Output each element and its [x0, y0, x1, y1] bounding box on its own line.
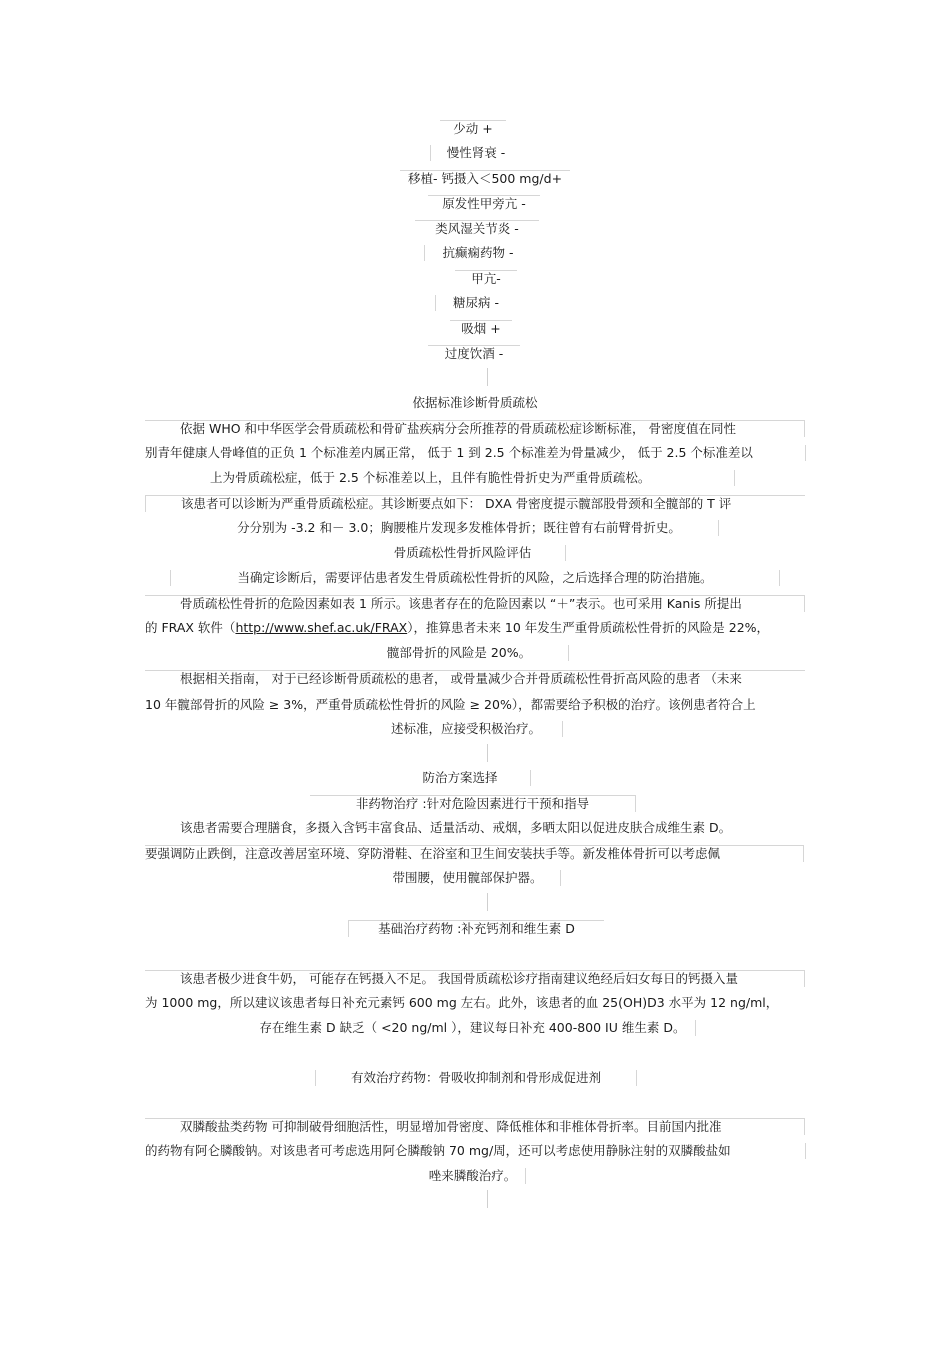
risk-factor-sign: -: [498, 346, 504, 361]
flow-connector: [487, 744, 488, 762]
risk-factor-name: 抗癫痫药物: [442, 245, 505, 260]
risk-p3-line1: 根据相关指南， 对于已经诊断骨质疏松的患者， 或骨量减少合并骨质疏松性骨折高风险的患者 （未来: [145, 670, 805, 687]
basic-drug-line1: 该患者极少进食牛奶， 可能存在钙摄入不足。 我国骨质疏松诊疗指南建议绝经后妇女每日的钙摄入量: [145, 970, 805, 987]
non-drug-line2: 要强调防止跌倒，注意改善居室环境、穿防滑鞋、在浴室和卫生间安装扶手等。新发椎体骨折可以考虑佩: [145, 845, 804, 862]
risk-factor-1: [440, 120, 506, 137]
risk-factor-9: [435, 295, 516, 311]
risk-p2-line3: 髋部骨折的风险是 20%。: [350, 645, 569, 661]
diagnosis-p2-line1: 该患者可以诊断为严重骨质疏松症。其诊断要点如下： DXA 骨密度提示髋部股骨颈和全髋部的 T 评: [145, 495, 805, 512]
frax-link[interactable]: http://www.shef.ac.uk/FRAX: [235, 620, 408, 635]
risk-factor-name: 糖尿病: [452, 295, 491, 310]
risk-p3-line3: 述标准，应接受积极治疗。: [370, 721, 563, 737]
non-drug-line3: 带围腰，使用髋部保护器。: [375, 870, 561, 886]
risk-heading: 骨质疏松性骨折风险评估: [360, 545, 566, 561]
flow-connector: [487, 893, 488, 911]
non-drug-heading: 非药物治疗 :针对危险因素进行干预和指导: [310, 795, 636, 812]
risk-factor-name: 钙摄入＜500 mg/d: [441, 171, 552, 186]
risk-factor-sign: -: [514, 221, 519, 236]
plan-heading: 防治方案选择: [390, 770, 531, 786]
basic-drug-line2: 为 1000 mg，所以建议该患者每日补充元素钙 600 mg 左右。此外，该患者的血 25(OH)D3 水平为 12 ng/ml，: [145, 995, 779, 1010]
basic-drug-line3: 存在维生素 D 缺乏（ <20 ng/ml ），建议每日补充 400-800 IU 维生素 D。: [250, 1020, 696, 1036]
risk-factor-sign: -: [508, 245, 514, 260]
risk-factor-name: 移植: [407, 171, 433, 186]
non-drug-line1: 该患者需要合理膳食，多摄入含钙丰富食品、适量活动、戒烟，多晒太阳以促进皮肤合成维生素 D。: [180, 820, 732, 835]
risk-factor-sign: -: [521, 196, 526, 211]
risk-factor-sign: -: [500, 145, 506, 160]
risk-p2-line1: 骨质疏松性骨折的危险因素如表 1 所示。该患者存在的危险因素以 “＋”表示。也可采用 Kanis 所提出: [145, 595, 805, 612]
risk-factor-sign: -: [496, 271, 501, 286]
risk-factor-name: 慢性肾衰: [446, 145, 497, 160]
risk-factor-2: [430, 145, 521, 161]
basic-drug-heading: 基础治疗药物 :补充钙剂和维生素 D: [348, 920, 604, 937]
risk-factor-6: [415, 220, 539, 237]
risk-p1: 当确定诊断后，需要评估患者发生骨质疏松性骨折的风险，之后选择合理的防治措施。: [170, 570, 780, 586]
risk-factor-name: 原发性甲旁亢: [442, 196, 518, 211]
risk-factor-sign: -: [494, 295, 499, 310]
effective-drug-heading: 有效治疗药物：骨吸收抑制剂和骨形成促进剂: [315, 1070, 637, 1086]
risk-factor-name: 过度饮酒: [444, 346, 495, 361]
risk-p3-line2: 10 年髋部骨折的风险 ≥ 3%，严重骨质疏松性骨折的风险 ≥ 20%），都需要给予积极的治疗。该例患者符合上: [145, 697, 756, 712]
risk-factor-name: 少动: [453, 121, 479, 136]
risk-factor-3-4: [400, 170, 570, 187]
diagnosis-p1-line3: 上为骨质疏松症，低于 2.5 个标准差以上，且伴有脆性骨折史为严重骨质疏松。: [145, 470, 735, 486]
risk-factor-name: 甲亢: [471, 271, 497, 286]
risk-p2-line2: [145, 620, 810, 636]
flow-connector: [487, 1190, 488, 1208]
risk-factor-name: 类风湿关节炎: [435, 221, 511, 236]
risk-factor-5: [428, 195, 540, 212]
risk-factor-name: 吸烟: [461, 321, 487, 336]
risk-factor-sign: +: [490, 321, 501, 336]
flow-connector: [487, 368, 488, 386]
risk-factor-10: [450, 320, 512, 337]
diagnosis-p2-line2: 分分别为 -3.2 和－ 3.0；胸腰椎片发现多发椎体骨折；既往曾有右前臂骨折史。: [200, 520, 719, 536]
diagnosis-p1-line1: 依据 WHO 和中华医学会骨质疏松和骨矿盐疾病分会所推荐的骨质疏松症诊断标准， 骨密度值在同性: [145, 420, 805, 437]
risk-p2-line2-pre: 的 FRAX 软件（: [145, 620, 236, 635]
risk-factor-sign: +: [551, 171, 563, 186]
risk-p2-line2-post: ），推算患者未来 10 年发生严重骨质疏松性骨折的风险是 22%，: [407, 620, 770, 635]
effective-drug-line1: 双膦酸盐类药物 可抑制破骨细胞活性，明显增加骨密度、降低椎体和非椎体骨折率。目前国内批准: [145, 1118, 805, 1135]
diagnosis-heading: 依据标准诊断骨质疏松: [412, 395, 538, 410]
effective-drug-line2: 的药物有阿仑膦酸钠。对该患者可考虑选用阿仑膦酸钠 70 mg/周，还可以考虑使用静脉注射的双膦酸盐如: [145, 1143, 806, 1159]
risk-factor-sign: -: [432, 171, 438, 186]
risk-factor-sign: +: [482, 121, 493, 136]
effective-drug-line3: 唑来膦酸治疗。: [420, 1168, 526, 1184]
risk-factor-8: [455, 270, 517, 287]
risk-factor-11: [428, 345, 520, 362]
diagnosis-p1-line2: 别青年健康人骨峰值的正负 1 个标准差内属正常， 低于 1 到 2.5 个标准差为骨量减少， 低于 2.5 个标准差以: [145, 445, 806, 461]
risk-factor-7: [424, 245, 531, 261]
